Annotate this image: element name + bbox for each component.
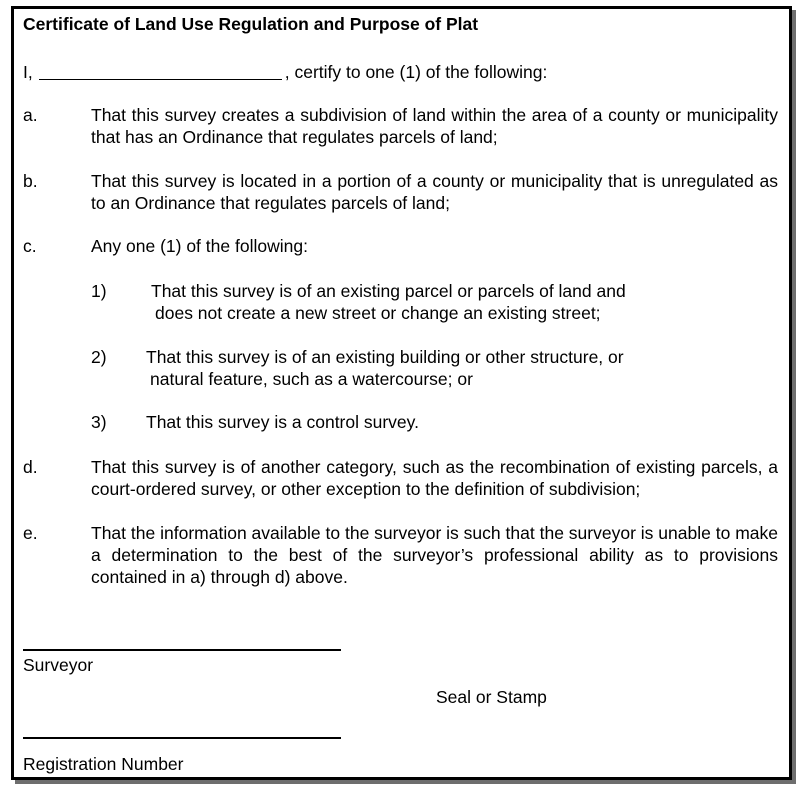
sub-item-2-line1: That this survey is of an existing building or other structure, or bbox=[146, 347, 624, 367]
item-b-text: That this survey is located in a portion of a county or municipality that is unregulated as to an Ordinance that regulates parcels of land; bbox=[91, 171, 778, 213]
sub-item-1-line1: That this survey is of an existing parcel or parcels of land and bbox=[151, 281, 626, 301]
item-c-text: Any one (1) of the following: bbox=[91, 236, 308, 256]
certify-prefix: I, bbox=[23, 62, 33, 82]
surveyor-name-blank bbox=[39, 79, 282, 80]
registration-number-line bbox=[23, 737, 341, 739]
sub-item-1-label: 1) bbox=[91, 281, 107, 301]
item-a-text: That this survey creates a subdivision of land within the area of a county or municipality that has an Ordinance that regulates parcels of land; bbox=[91, 105, 778, 147]
registration-number-label: Registration Number bbox=[23, 754, 184, 774]
sub-item-1-line2: does not create a new street or change an existing street; bbox=[155, 303, 601, 323]
item-e-label: e. bbox=[23, 523, 38, 543]
seal-or-stamp-label: Seal or Stamp bbox=[436, 687, 547, 707]
item-b-label: b. bbox=[23, 171, 38, 191]
sub-item-3-line1: That this survey is a control survey. bbox=[146, 412, 419, 432]
item-c-label: c. bbox=[23, 236, 37, 256]
sub-item-2-label: 2) bbox=[91, 347, 107, 367]
item-e-text: That the information available to the surveyor is such that the surveyor is unable to make a determination to the best of the surveyor’s professional ability as to provisions contained in a) through d) above. bbox=[91, 523, 778, 587]
sub-item-3-label: 3) bbox=[91, 412, 107, 432]
item-d-label: d. bbox=[23, 457, 38, 477]
item-a-label: a. bbox=[23, 105, 38, 125]
certificate-title: Certificate of Land Use Regulation and Purpose of Plat bbox=[23, 14, 479, 34]
sub-item-2-line2: natural feature, such as a watercourse; or bbox=[150, 369, 473, 389]
surveyor-signature-line bbox=[23, 649, 341, 651]
surveyor-label: Surveyor bbox=[23, 655, 94, 675]
certify-suffix: , certify to one (1) of the following: bbox=[284, 62, 548, 82]
item-d-text: That this survey is of another category, such as the recombination of existing parcels, a court-ordered survey, or other exception to the definition of subdivision; bbox=[91, 457, 778, 499]
certify-line bbox=[23, 61, 547, 83]
